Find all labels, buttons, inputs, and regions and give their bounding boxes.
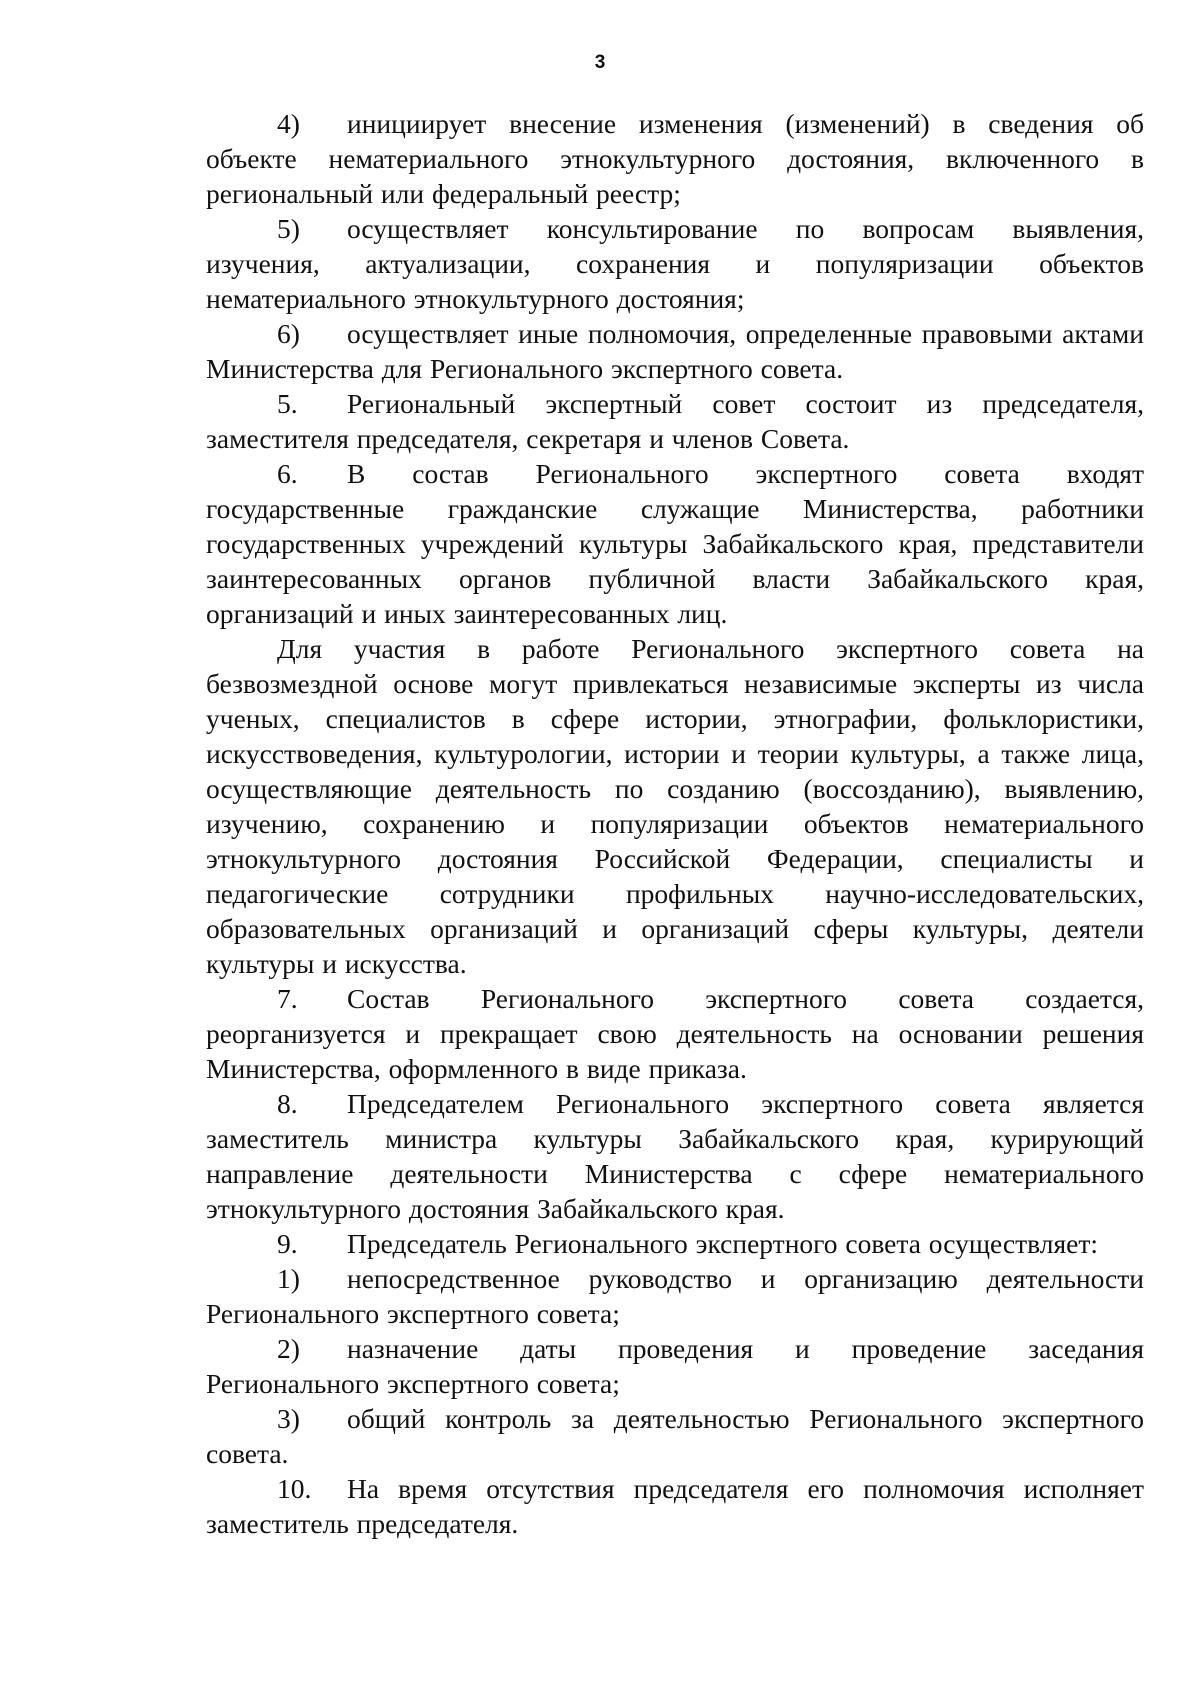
document-body <box>206 106 1144 1541</box>
paragraph-item-4 <box>206 106 1144 211</box>
paragraph-clause-7 <box>206 981 1144 1086</box>
paragraph-number: 8. <box>277 1088 298 1119</box>
paragraph-text: На время отсутствия председателя его полномочия исполняет заместитель председателя. <box>206 1473 1144 1539</box>
paragraph-number: 6. <box>277 458 298 489</box>
paragraph-number: 2) <box>277 1333 300 1364</box>
paragraph-clause-9 <box>206 1226 1144 1261</box>
paragraph-text: назначение даты проведения и проведение заседания Регионального экспертного совета; <box>206 1333 1144 1399</box>
paragraph-text: осуществляет консультирование по вопросам выявления, изучения, актуализации, сохранения и популяризации объектов нематериального этнокультурного достояния; <box>206 213 1144 314</box>
paragraph-text: Председателем Регионального экспертного совета является заместитель министра культуры Забайкальского края, курирующий направление деятельности Министерства с сфере нематериального этнокультурного достояния Забайкальского края. <box>206 1088 1144 1224</box>
paragraph-clause-6-continued <box>206 631 1144 981</box>
paragraph-text: осуществляет иные полномочия, определенные правовыми актами Министерства для Регионального экспертного совета. <box>206 318 1144 384</box>
paragraph-number: 5. <box>277 388 298 419</box>
paragraph-text: Председатель Регионального экспертного совета осуществляет: <box>347 1228 1098 1259</box>
paragraph-item-5 <box>206 211 1144 316</box>
paragraph-item-2 <box>206 1331 1144 1401</box>
paragraph-number: 6) <box>277 318 300 349</box>
paragraph-item-1 <box>206 1261 1144 1331</box>
paragraph-text: В состав Регионального экспертного совета входят государственные гражданские служащие Министерства, работники государственных учреждений культуры Забайкальского края, представители заинтересованных органов публичной власти Забайкальского края, организаций и иных заинтересованных лиц. <box>206 458 1144 629</box>
paragraph-clause-6 <box>206 456 1144 631</box>
paragraph-item-6 <box>206 316 1144 386</box>
paragraph-text: Региональный экспертный совет состоит из председателя, заместителя председателя, секретаря и членов Совета. <box>206 388 1144 454</box>
paragraph-number: 5) <box>277 213 300 244</box>
paragraph-number: 4) <box>277 108 300 139</box>
paragraph-number: 7. <box>277 983 298 1014</box>
paragraph-number: 10. <box>277 1473 312 1504</box>
paragraph-item-3 <box>206 1401 1144 1471</box>
paragraph-number: 1) <box>277 1263 300 1294</box>
paragraph-number: 3) <box>277 1403 300 1434</box>
paragraph-clause-8 <box>206 1086 1144 1226</box>
paragraph-text: Для участия в работе Регионального экспертного совета на безвозмездной основе могут привлекаться независимые эксперты из числа ученых, специалистов в сфере истории, этнографии, фольклористики, искусствоведения, культурологии, истории и теории культуры, а также лица, осуществляющие деятельность по созданию (воссозданию), выявлению, изучению, сохранению и популяризации объектов нематериального этнокультурного достояния Российской Федерации, специалисты и педагогические сотрудники профильных научно-исследовательских, образовательных организаций и организаций сферы культуры, деятели культуры и искусства. <box>206 633 1144 979</box>
paragraph-clause-5 <box>206 386 1144 456</box>
page-number: 3 <box>594 52 606 73</box>
paragraph-text: Состав Регионального экспертного совета создается, реорганизуется и прекращает свою деятельность на основании решения Министерства, оформленного в виде приказа. <box>206 983 1144 1084</box>
paragraph-number: 9. <box>277 1228 298 1259</box>
paragraph-clause-10 <box>206 1471 1144 1541</box>
paragraph-text: непосредственное руководство и организацию деятельности Регионального экспертного совета; <box>206 1263 1144 1329</box>
paragraph-text: инициирует внесение изменения (изменений) в сведения об объекте нематериального этнокультурного достояния, включенного в региональный или федеральный реестр; <box>206 108 1144 209</box>
paragraph-text: общий контроль за деятельностью Регионального экспертного совета. <box>206 1403 1144 1469</box>
